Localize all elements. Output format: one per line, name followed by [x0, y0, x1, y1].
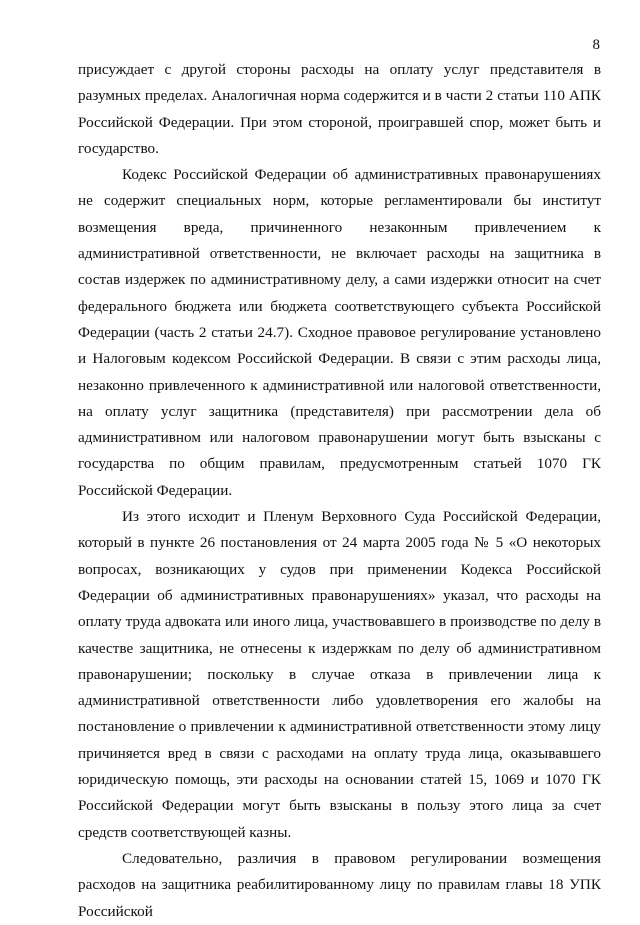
paragraph-continuation: присуждает с другой стороны расходы на оплату услуг представителя в разумных пределах. Аналогичная норма содержится и в части 2 статьи 110 АПК Российской Федерации. При этом стороной, проигравшей спор, может быть и государство. — [78, 61, 601, 157]
paragraph-conclusion: Следовательно, различия в правовом регулировании возмещения расходов на защитника реабилитированному лицу по правилам главы 18 УПК Российской — [78, 849, 601, 920]
document-body — [78, 57, 601, 925]
paragraph-plenum: Из этого исходит и Пленум Верховного Суда Российской Федерации, который в пункте 26 постановления от 24 марта 2005 года № 5 «О некоторых вопросах, возникающих у судов при применении Кодекса Российской Федерации об административных правонарушениях» указал, что расходы на оплату труда адвоката или иного лица, участвовавшего в производстве по делу в качестве защитника, не отнесены к издержкам по делу об административном правонарушении; поскольку в случае отказа в привлечении лица к административной ответственности либо удовлетворения его жалобы на постановление о привлечении к административной ответственности этому лицу причиняется вред в связи с расходами на оплату труда лица, оказывавшего юридическую помощь, эти расходы на основании статей 15, 1069 и 1070 ГК Российской Федерации могут быть взысканы в пользу этого лица за счет средств соответствующей казны. — [78, 508, 601, 841]
paragraph-koap: Кодекс Российской Федерации об административных правонарушениях не содержит специальных норм, которые регламентировали бы институт возмещения вреда, причиненного незаконным привлечением к административной ответственности, не включает расходы на защитника в состав издержек по административному делу, а сами издержки относит на счет федерального бюджета или бюджета соответствующего субъекта Российской Федерации (часть 2 статьи 24.7). Сходное правовое регулирование установлено и Налоговым кодексом Российской Федерации. В связи с этим расходы лица, незаконно привлеченного к административной или налоговой ответственности, на оплату услуг защитника (представителя) при рассмотрении дела об административном или налоговом правонарушении могут быть взысканы с государства по общим правилам, предусмотренным статьей 1070 ГК Российской Федерации. — [78, 166, 601, 499]
page-number: 8 — [592, 37, 600, 53]
